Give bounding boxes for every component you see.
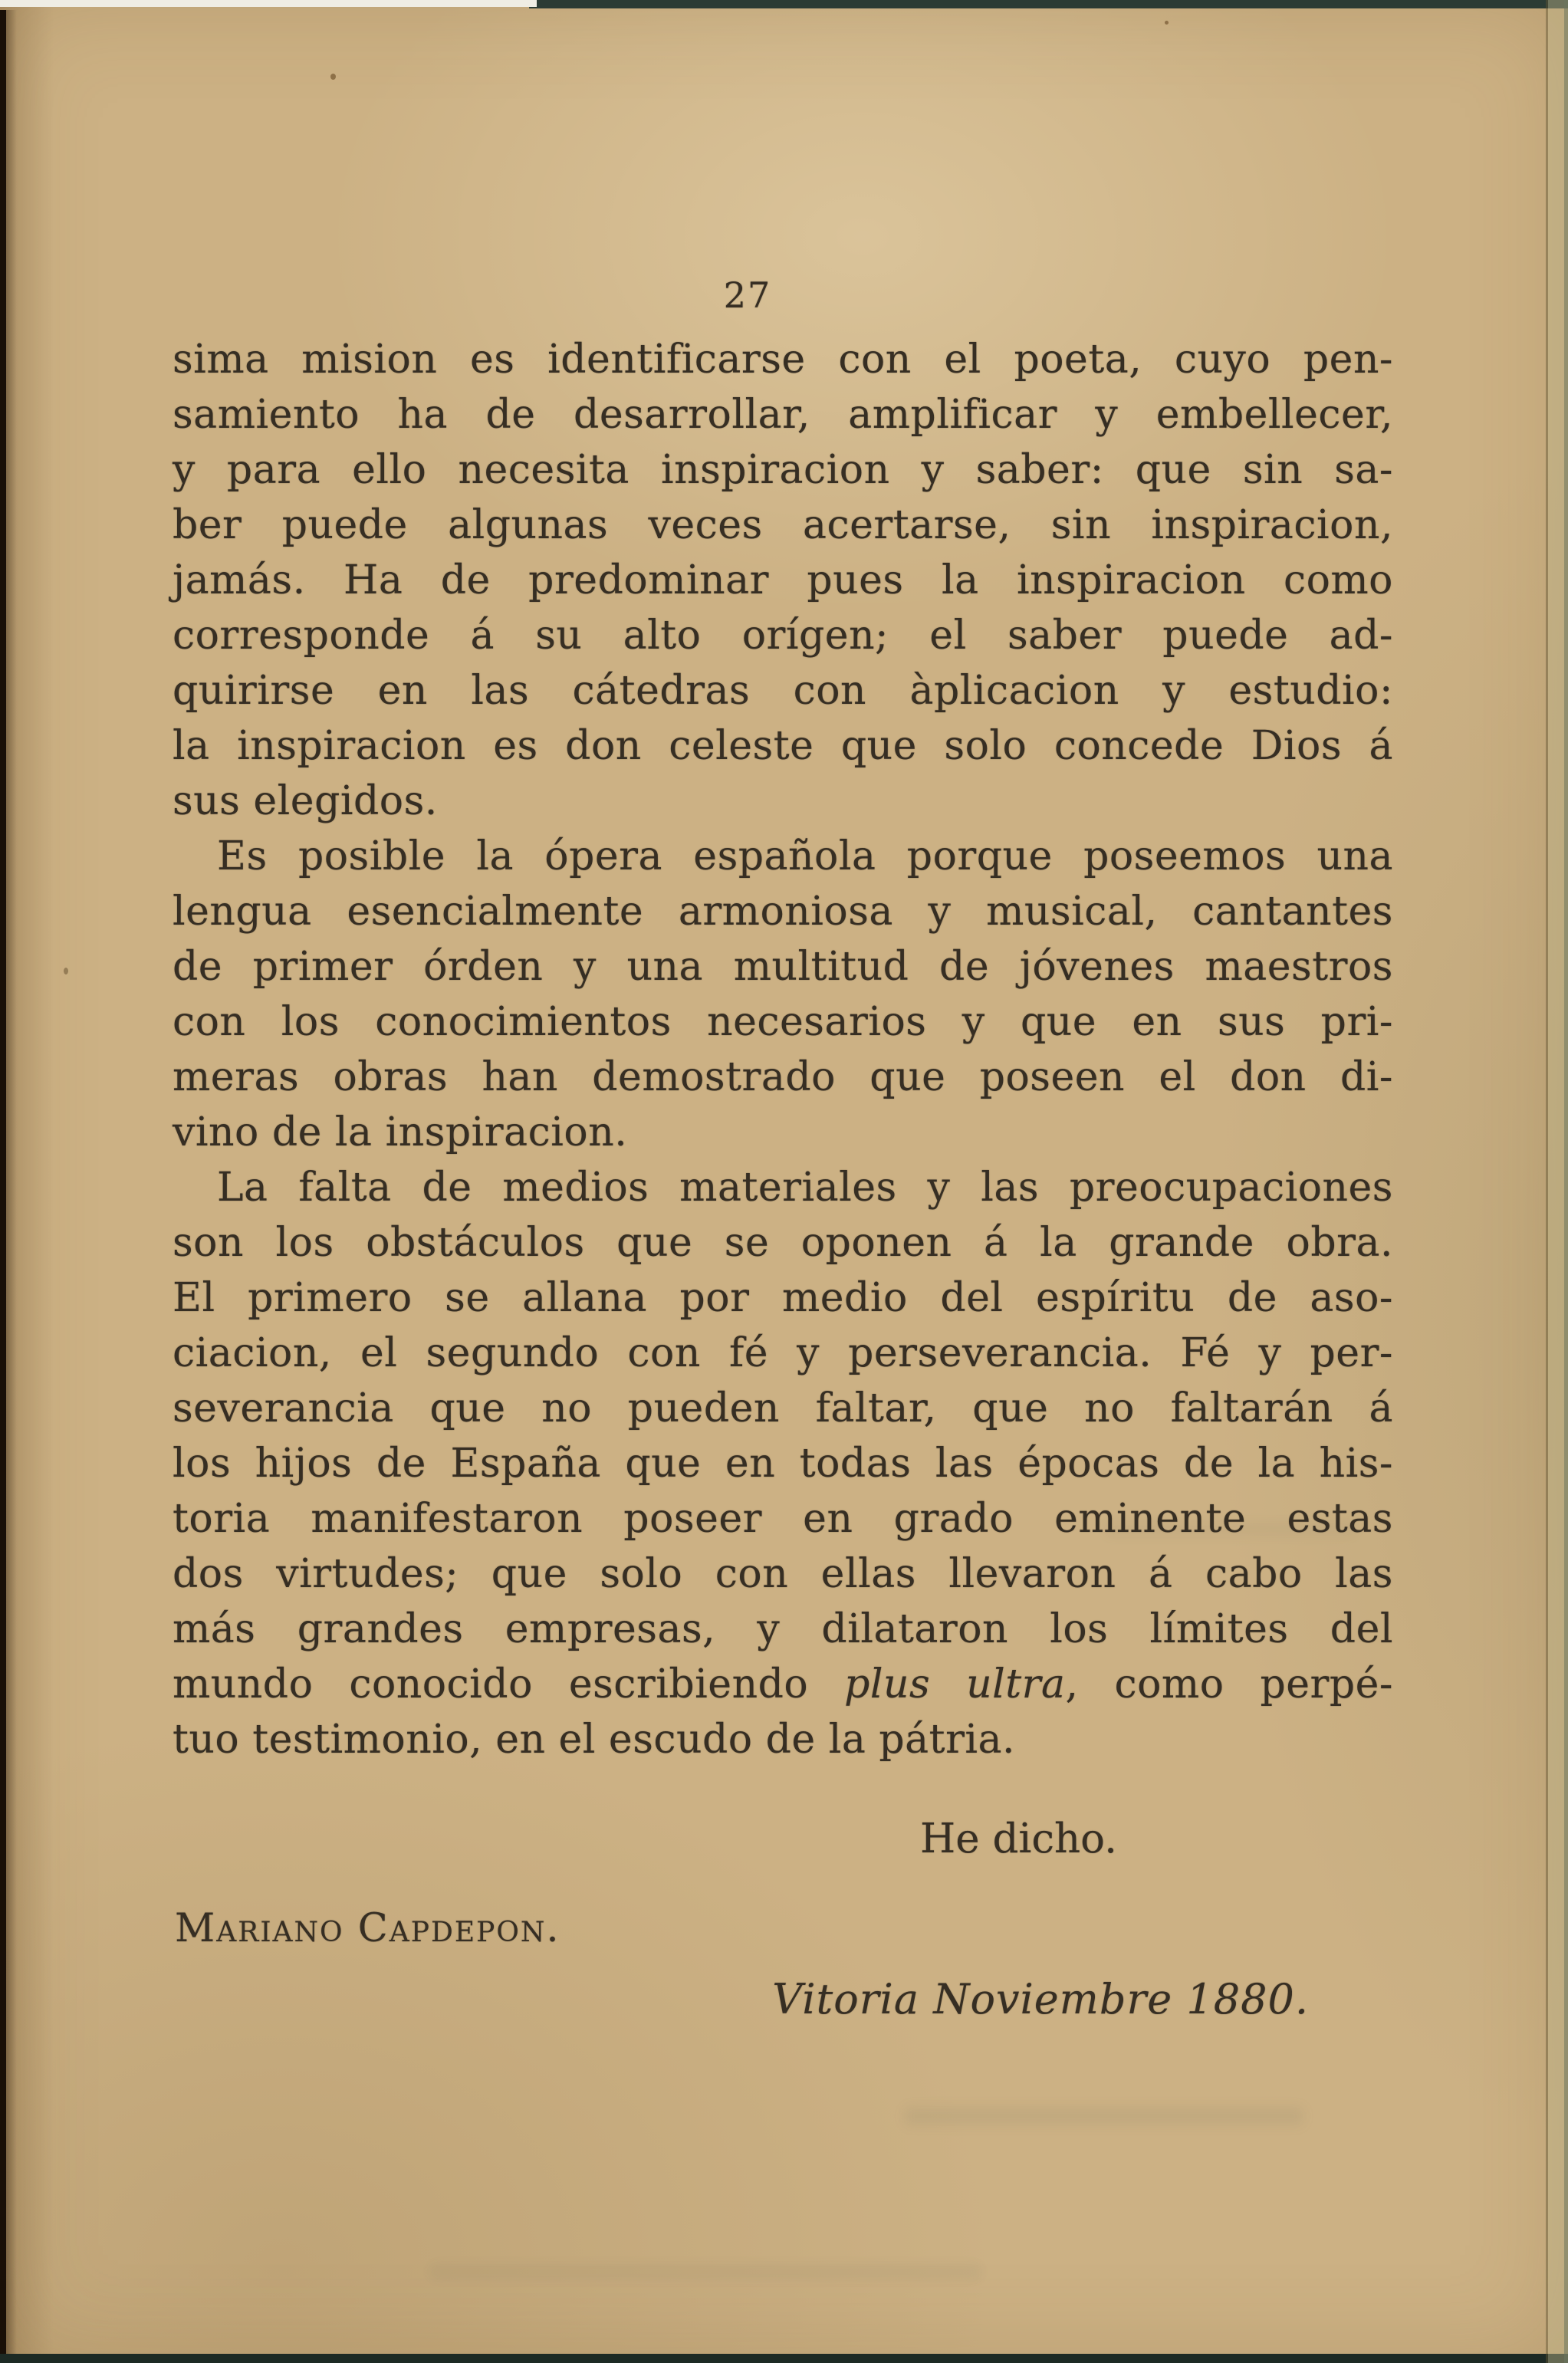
text-line: y para ello necesita inspiracion y saber: que sin sa-: [173, 447, 1393, 493]
text-line: ber puede algunas veces acertarse, sin inspiracion,: [173, 502, 1393, 548]
text-line: jamás. Ha de predominar pues la inspiracion como: [173, 557, 1393, 603]
text-line: quirirse en las cátedras con àplicacion y estudio:: [173, 668, 1393, 714]
text-line: la inspiracion es don celeste que solo concede Dios á: [173, 723, 1393, 769]
text-line: vino de la inspiracion.: [173, 1109, 628, 1155]
text-line: La falta de medios materiales y las preocupaciones: [217, 1165, 1393, 1211]
scan-edge-bottom-band: [0, 2354, 1568, 2363]
text-line: toria manifestaron poseer en grado eminente estas: [173, 1496, 1393, 1542]
text-line: dos virtudes; que solo con ellas llevaron á cabo las: [173, 1551, 1393, 1597]
text-line: corresponde á su alto orígen; el saber puede ad-: [173, 613, 1393, 659]
scan-edge-top-band: [529, 0, 1568, 8]
scan-edge-right-dark: [1564, 0, 1568, 2363]
scan-edge-top-light-sliver: [0, 0, 537, 7]
paper-speck: [1165, 21, 1169, 25]
text-line: más grandes empresas, y dilataron los límites del: [173, 1606, 1393, 1652]
closing-phrase: He dicho.: [920, 1816, 1117, 1862]
book-spine-shadow: [0, 10, 6, 2363]
text-line: sus elegidos.: [173, 778, 438, 824]
text-line: los hijos de España que en todas las épocas de la his-: [173, 1441, 1393, 1487]
text-line: samiento ha de desarrollar, amplificar y embellecer,: [173, 392, 1393, 438]
text-line: meras obras han demostrado que poseen el don di-: [173, 1054, 1393, 1100]
body-text: [173, 332, 1393, 1767]
text-line: de primer órden y una multitud de jóvenes maestros: [173, 944, 1393, 990]
text-line: severancia que no pueden faltar, que no faltarán á: [173, 1385, 1393, 1431]
text-line: El primero se allana por medio del espíritu de aso-: [173, 1275, 1393, 1321]
text-line: con los conocimientos necesarios y que en sus pri-: [173, 999, 1393, 1045]
showthrough-mark: [905, 2107, 1303, 2125]
author-signature: Mariano Capdepon.: [175, 1906, 560, 1951]
text-line: mundo conocido escribiendo plus ultra, como perpé-: [173, 1661, 1394, 1707]
text-line: ciacion, el segundo con fé y perseverancia. Fé y per-: [173, 1330, 1393, 1376]
paper-speck: [64, 968, 68, 974]
text-line: sima mision es identificarse con el poeta, cuyo pen-: [173, 337, 1393, 383]
page-number: 27: [723, 274, 772, 316]
showthrough-mark: [429, 2263, 981, 2280]
page-edge-crease: [1546, 0, 1548, 2363]
paper-speck: [330, 74, 336, 80]
text-line: son los obstáculos que se oponen á la grande obra.: [173, 1220, 1393, 1266]
text-line: tuo testimonio, en el escudo de la pátria.: [173, 1717, 1016, 1763]
text-line: lengua esencialmente armoniosa y musical, cantantes: [173, 889, 1393, 935]
book-spine-gradient: [6, 10, 17, 2363]
text-line: Es posible la ópera española porque poseemos una: [217, 833, 1393, 879]
dateline: Vitoria Noviembre 1880.: [772, 1975, 1309, 2023]
